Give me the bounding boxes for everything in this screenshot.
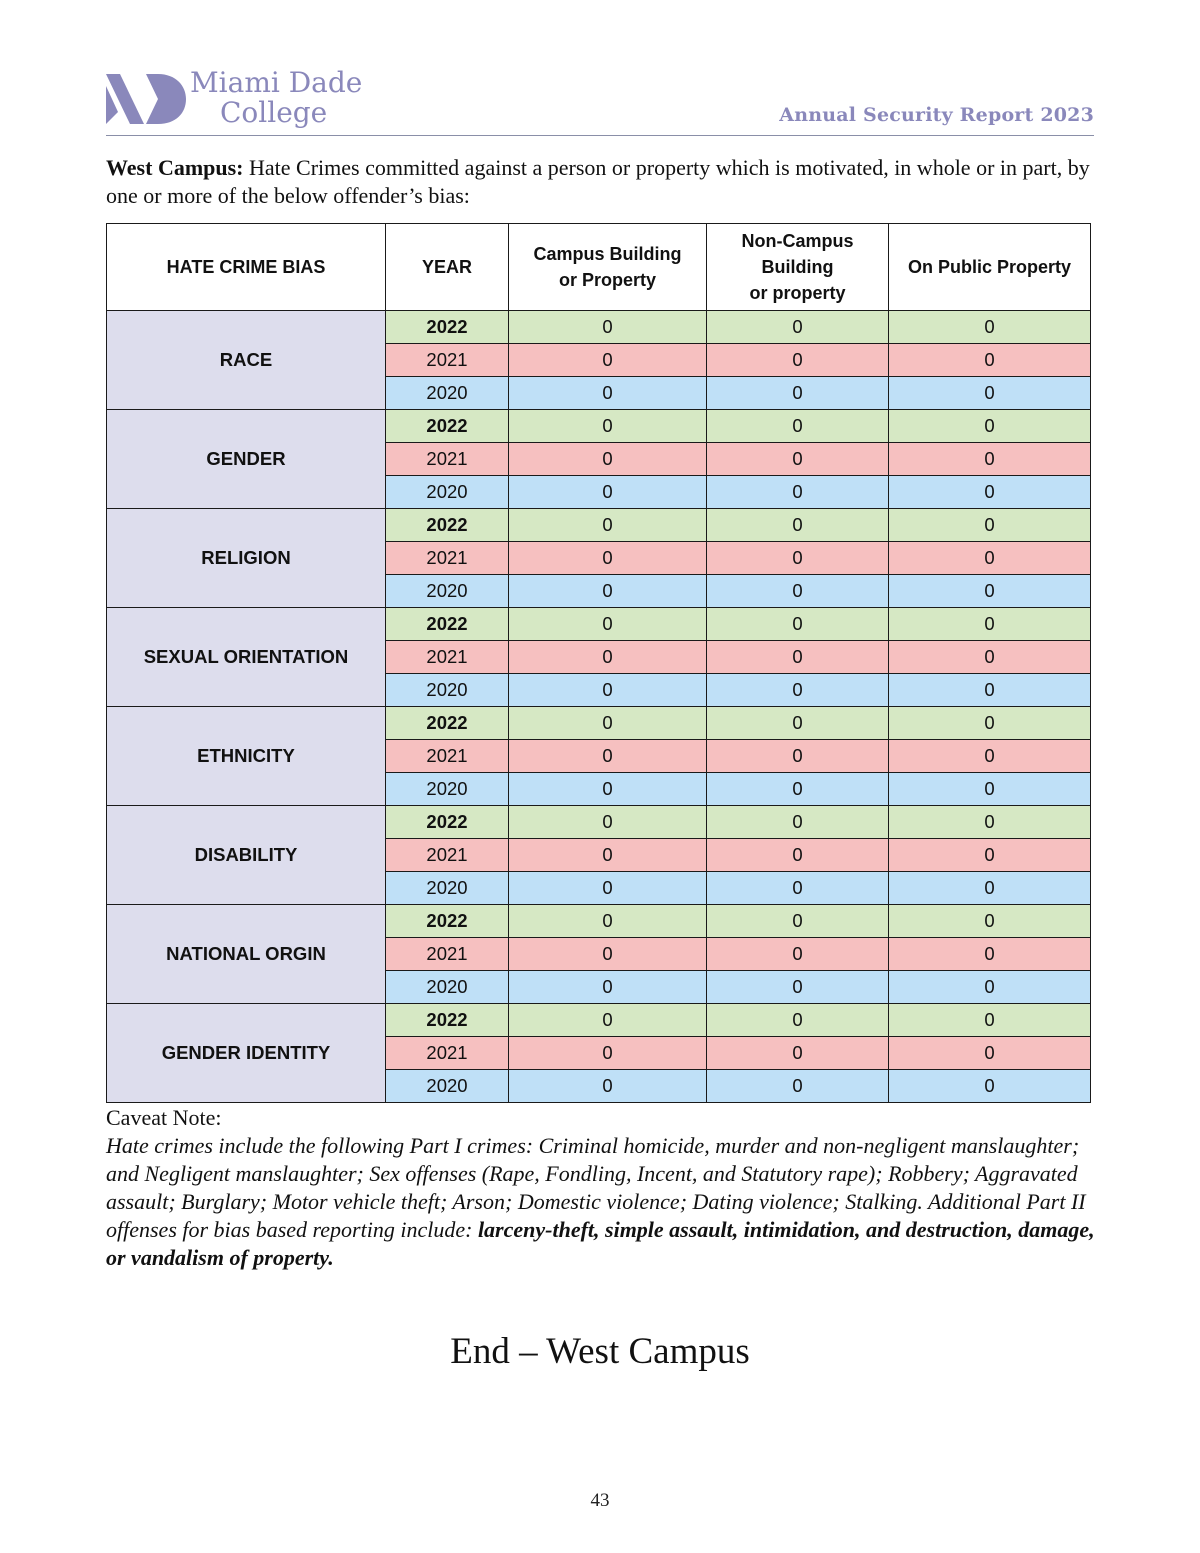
noncampus-cell: 0	[707, 839, 889, 872]
campus-cell: 0	[509, 410, 707, 443]
header-campus-line-1: Campus Building	[533, 244, 682, 264]
noncampus-cell: 0	[707, 410, 889, 443]
hate-crimes-table	[106, 223, 1091, 1103]
year-cell: 2020	[386, 773, 509, 806]
header-divider	[106, 135, 1094, 136]
noncampus-cell: 0	[707, 476, 889, 509]
year-cell: 2022	[386, 1004, 509, 1037]
bias-cell: GENDER	[107, 410, 386, 509]
public-cell: 0	[889, 1004, 1091, 1037]
campus-cell: 0	[509, 674, 707, 707]
year-cell: 2020	[386, 1070, 509, 1103]
noncampus-cell: 0	[707, 575, 889, 608]
public-cell: 0	[889, 344, 1091, 377]
noncampus-cell: 0	[707, 971, 889, 1004]
public-cell: 0	[889, 575, 1091, 608]
noncampus-cell: 0	[707, 608, 889, 641]
table-row	[107, 905, 1091, 938]
logo-line-2: College	[220, 96, 328, 129]
noncampus-cell: 0	[707, 1037, 889, 1070]
campus-cell: 0	[509, 707, 707, 740]
year-cell: 2021	[386, 740, 509, 773]
public-cell: 0	[889, 707, 1091, 740]
public-cell: 0	[889, 608, 1091, 641]
year-cell: 2020	[386, 377, 509, 410]
year-cell: 2020	[386, 575, 509, 608]
noncampus-cell: 0	[707, 311, 889, 344]
year-cell: 2021	[386, 839, 509, 872]
header-bias: HATE CRIME BIAS	[107, 224, 386, 311]
campus-cell: 0	[509, 608, 707, 641]
campus-cell: 0	[509, 542, 707, 575]
campus-cell: 0	[509, 872, 707, 905]
table-header-row	[107, 224, 1091, 311]
campus-cell: 0	[509, 641, 707, 674]
public-cell: 0	[889, 1037, 1091, 1070]
header-noncampus-line-2: Building	[761, 257, 834, 277]
caveat-label: Caveat Note:	[106, 1105, 222, 1130]
campus-cell: 0	[509, 905, 707, 938]
public-cell: 0	[889, 971, 1091, 1004]
campus-name: West Campus:	[106, 155, 244, 180]
public-cell: 0	[889, 773, 1091, 806]
noncampus-cell: 0	[707, 344, 889, 377]
table-row	[107, 509, 1091, 542]
college-logo-icon	[106, 72, 186, 126]
header-public: On Public Property	[889, 224, 1091, 311]
bias-cell: ETHNICITY	[107, 707, 386, 806]
noncampus-cell: 0	[707, 509, 889, 542]
campus-cell: 0	[509, 344, 707, 377]
campus-cell: 0	[509, 1004, 707, 1037]
campus-cell: 0	[509, 740, 707, 773]
campus-cell: 0	[509, 377, 707, 410]
bias-cell: DISABILITY	[107, 806, 386, 905]
noncampus-cell: 0	[707, 674, 889, 707]
page-header	[106, 68, 1094, 136]
header-campus-line-2: or Property	[558, 270, 657, 290]
noncampus-cell: 0	[707, 707, 889, 740]
table-row	[107, 707, 1091, 740]
page-number: 43	[590, 1490, 610, 1511]
public-cell: 0	[889, 443, 1091, 476]
caveat-body: Hate crimes include the following Part I crimes: Criminal homicide, murder and non-negligent manslaughter; and Negligent manslaughter; Sex offenses (Rape, Fondling, Incent, and Statutory rape); Robbery; Aggravated assault; Burglary; Motor vehicle theft; Arson; Domestic violence; Dating violence; Stalking. Additional Part II offenses for bias based reporting include:	[106, 1133, 1086, 1242]
public-cell: 0	[889, 476, 1091, 509]
header-campus	[509, 224, 707, 311]
year-cell: 2021	[386, 344, 509, 377]
noncampus-cell: 0	[707, 773, 889, 806]
year-cell: 2021	[386, 1037, 509, 1070]
public-cell: 0	[889, 839, 1091, 872]
campus-cell: 0	[509, 971, 707, 1004]
year-cell: 2020	[386, 872, 509, 905]
bias-cell: GENDER IDENTITY	[107, 1004, 386, 1103]
noncampus-cell: 0	[707, 905, 889, 938]
table-row	[107, 608, 1091, 641]
campus-cell: 0	[509, 1037, 707, 1070]
table-row	[107, 410, 1091, 443]
logo-text	[190, 68, 362, 128]
public-cell: 0	[889, 806, 1091, 839]
header-noncampus	[707, 224, 889, 311]
year-cell: 2021	[386, 938, 509, 971]
public-cell: 0	[889, 740, 1091, 773]
campus-cell: 0	[509, 938, 707, 971]
intro-text: Hate Crimes committed against a person or property which is motivated, in whole or in part, by one or more of the below offender’s bias:	[106, 155, 1090, 208]
campus-cell: 0	[509, 311, 707, 344]
campus-cell: 0	[509, 575, 707, 608]
campus-cell: 0	[509, 1070, 707, 1103]
noncampus-cell: 0	[707, 806, 889, 839]
report-title: Annual Security Report 2023	[779, 104, 1094, 126]
public-cell: 0	[889, 311, 1091, 344]
table-row	[107, 1004, 1091, 1037]
noncampus-cell: 0	[707, 443, 889, 476]
year-cell: 2020	[386, 476, 509, 509]
table-body	[107, 311, 1091, 1103]
public-cell: 0	[889, 377, 1091, 410]
year-cell: 2022	[386, 707, 509, 740]
header-year: YEAR	[386, 224, 509, 311]
public-cell: 0	[889, 410, 1091, 443]
public-cell: 0	[889, 872, 1091, 905]
bias-cell: RACE	[107, 311, 386, 410]
bias-cell: SEXUAL ORIENTATION	[107, 608, 386, 707]
year-cell: 2022	[386, 311, 509, 344]
noncampus-cell: 0	[707, 872, 889, 905]
noncampus-cell: 0	[707, 740, 889, 773]
public-cell: 0	[889, 509, 1091, 542]
campus-cell: 0	[509, 443, 707, 476]
public-cell: 0	[889, 674, 1091, 707]
year-cell: 2022	[386, 806, 509, 839]
noncampus-cell: 0	[707, 938, 889, 971]
campus-cell: 0	[509, 839, 707, 872]
noncampus-cell: 0	[707, 377, 889, 410]
noncampus-cell: 0	[707, 542, 889, 575]
campus-cell: 0	[509, 476, 707, 509]
header-noncampus-line-1: Non-Campus	[741, 231, 854, 251]
table-row	[107, 311, 1091, 344]
campus-cell: 0	[509, 773, 707, 806]
intro-paragraph	[106, 154, 1096, 210]
public-cell: 0	[889, 641, 1091, 674]
year-cell: 2022	[386, 905, 509, 938]
year-cell: 2021	[386, 443, 509, 476]
public-cell: 0	[889, 1070, 1091, 1103]
caveat-text	[106, 1132, 1096, 1272]
public-cell: 0	[889, 905, 1091, 938]
public-cell: 0	[889, 542, 1091, 575]
campus-cell: 0	[509, 806, 707, 839]
noncampus-cell: 0	[707, 1070, 889, 1103]
campus-cell: 0	[509, 509, 707, 542]
caveat-bold: larceny-theft, simple assault, intimidation, and destruction, damage, or vandalism of property.	[106, 1217, 1095, 1270]
noncampus-cell: 0	[707, 641, 889, 674]
logo-line-1: Miami Dade	[190, 66, 363, 99]
year-cell: 2020	[386, 674, 509, 707]
header-noncampus-line-3: or property	[749, 283, 846, 303]
bias-cell: RELIGION	[107, 509, 386, 608]
noncampus-cell: 0	[707, 1004, 889, 1037]
year-cell: 2021	[386, 542, 509, 575]
year-cell: 2020	[386, 971, 509, 1004]
table-row	[107, 806, 1091, 839]
bias-cell: NATIONAL ORGIN	[107, 905, 386, 1004]
year-cell: 2022	[386, 410, 509, 443]
end-title: End – West Campus	[450, 1331, 750, 1372]
year-cell: 2021	[386, 641, 509, 674]
year-cell: 2022	[386, 608, 509, 641]
year-cell: 2022	[386, 509, 509, 542]
public-cell: 0	[889, 938, 1091, 971]
